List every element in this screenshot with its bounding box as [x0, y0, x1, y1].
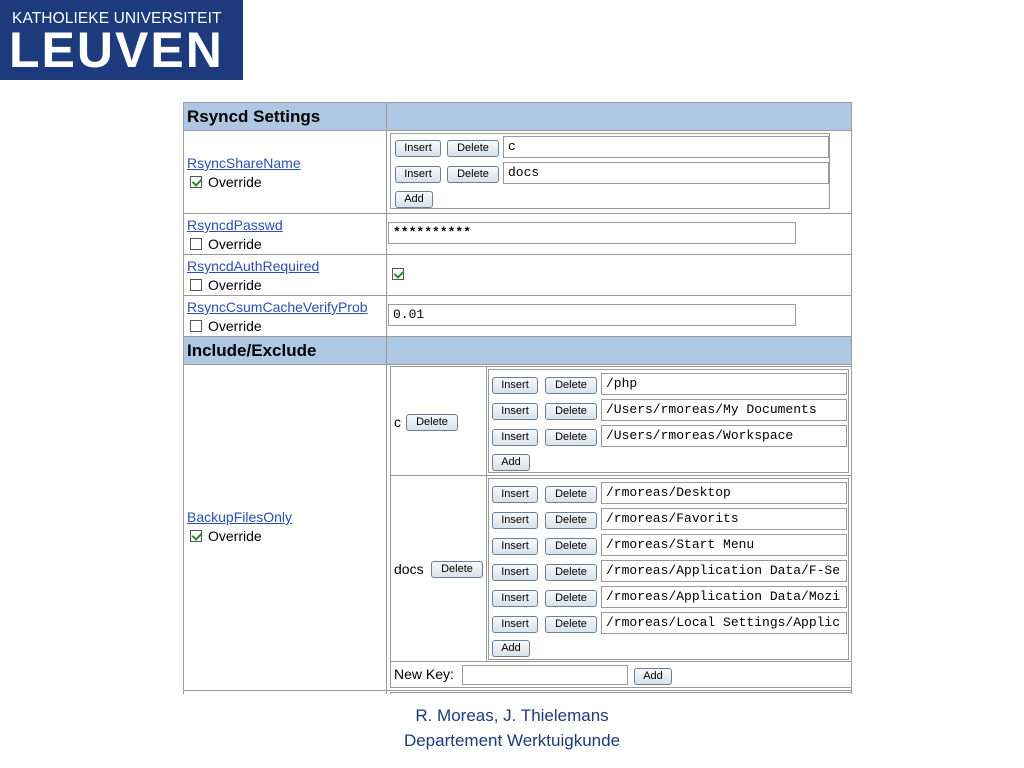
auth-required-checkbox[interactable]: [392, 268, 404, 280]
delete-button[interactable]: Delete: [545, 538, 597, 555]
delete-key-button[interactable]: Delete: [431, 561, 483, 578]
delete-button[interactable]: Delete: [545, 564, 597, 581]
delete-button[interactable]: Delete: [447, 166, 499, 183]
add-button[interactable]: Add: [395, 191, 433, 208]
insert-button[interactable]: Insert: [395, 140, 441, 157]
path-input[interactable]: /Users/rmoreas/My Documents: [601, 399, 847, 421]
insert-button[interactable]: Insert: [492, 538, 538, 555]
override-label: Override: [208, 318, 262, 334]
group-c-list: [488, 369, 849, 473]
row-rsync-share-name: [184, 130, 852, 213]
add-button[interactable]: Add: [492, 454, 530, 471]
delete-button[interactable]: Delete: [545, 403, 597, 420]
override-rsync-share-name[interactable]: [190, 174, 262, 190]
rsync-share-name-link[interactable]: RsyncShareName: [187, 155, 301, 171]
settings-screenshot: [183, 102, 852, 694]
delete-button[interactable]: Delete: [545, 486, 597, 503]
delete-button[interactable]: Delete: [545, 616, 597, 633]
insert-button[interactable]: Insert: [492, 486, 538, 503]
csum-verify-prob-input[interactable]: 0.01: [388, 304, 796, 326]
delete-key-button[interactable]: Delete: [406, 414, 458, 431]
share-name-input[interactable]: docs: [503, 162, 829, 184]
path-input[interactable]: /Users/rmoreas/Workspace: [601, 425, 847, 447]
logo-line-1: KATHOLIEKE UNIVERSITEIT: [12, 10, 222, 27]
insert-button[interactable]: Insert: [492, 429, 538, 446]
backup-files-table: [390, 366, 852, 688]
logo-line-2: LEUVEN: [9, 22, 224, 78]
insert-button[interactable]: Insert: [492, 616, 538, 633]
share-name-input[interactable]: c: [503, 136, 829, 158]
override-checkbox[interactable]: [190, 530, 202, 542]
insert-button[interactable]: Insert: [492, 590, 538, 607]
insert-button[interactable]: Insert: [492, 403, 538, 420]
password-input[interactable]: **********: [388, 222, 796, 244]
override-checkbox[interactable]: [190, 238, 202, 250]
group-key-label: docs: [394, 561, 424, 577]
delete-button[interactable]: Delete: [447, 140, 499, 157]
group-key-c: [394, 414, 401, 430]
new-key-label: New Key:: [394, 666, 454, 682]
override-label: Override: [208, 174, 262, 190]
override-rsync-csum-cache[interactable]: [190, 318, 262, 334]
path-input[interactable]: /rmoreas/Desktop: [601, 482, 847, 504]
footer-authors: R. Moreas, J. Thielemans: [415, 706, 609, 725]
row-rsyncd-passwd: [184, 213, 852, 254]
override-backup-files-only[interactable]: [190, 528, 262, 544]
group-key-label: c: [394, 414, 401, 430]
delete-button[interactable]: Delete: [545, 512, 597, 529]
override-checkbox[interactable]: [190, 176, 202, 188]
insert-button[interactable]: Insert: [395, 166, 441, 183]
override-label: Override: [208, 236, 262, 252]
group-docs-list: [488, 478, 849, 660]
row-rsyncd-auth-required: [184, 254, 852, 295]
footer-department: Departement Werktuigkunde: [403, 731, 621, 750]
add-button[interactable]: Add: [492, 640, 530, 657]
override-rsyncd-passwd[interactable]: [190, 236, 262, 252]
row-rsync-csum-cache: [184, 295, 852, 336]
group-key-docs: [394, 561, 424, 577]
override-label: Override: [208, 277, 262, 293]
path-input[interactable]: /rmoreas/Local Settings/Applic: [601, 612, 847, 634]
university-logo: [0, 0, 243, 80]
path-input[interactable]: /rmoreas/Application Data/Mozi: [601, 586, 847, 608]
override-rsyncd-auth-required[interactable]: [190, 277, 262, 293]
new-key-input[interactable]: [462, 665, 628, 685]
insert-button[interactable]: Insert: [492, 564, 538, 581]
share-name-list: [390, 133, 830, 209]
rsync-csum-cache-link[interactable]: RsyncCsumCacheVerifyProb: [187, 299, 368, 315]
section-title: Rsyncd Settings: [187, 107, 321, 126]
override-label: Override: [208, 528, 262, 544]
delete-button[interactable]: Delete: [545, 377, 597, 394]
insert-button[interactable]: Insert: [492, 512, 538, 529]
row-backup-files-only: [184, 364, 852, 690]
backup-files-only-link[interactable]: BackupFilesOnly: [187, 509, 293, 525]
add-key-button[interactable]: Add: [634, 668, 672, 685]
path-input[interactable]: /rmoreas/Favorits: [601, 508, 847, 530]
rsyncd-passwd-link[interactable]: RsyncdPasswd: [187, 217, 283, 233]
path-input[interactable]: /php: [601, 373, 847, 395]
row-next-cutoff: [184, 690, 852, 694]
path-input[interactable]: /rmoreas/Start Menu: [601, 534, 847, 556]
delete-button[interactable]: Delete: [545, 590, 597, 607]
path-input[interactable]: /rmoreas/Application Data/F-Se: [601, 560, 847, 582]
rsyncd-auth-required-link[interactable]: RsyncdAuthRequired: [187, 258, 320, 274]
section-header-rsyncd: [184, 102, 852, 130]
delete-button[interactable]: Delete: [545, 429, 597, 446]
section-header-include-exclude: [184, 336, 852, 364]
section-title: Include/Exclude: [187, 341, 317, 360]
insert-button[interactable]: Insert: [492, 377, 538, 394]
override-checkbox[interactable]: [190, 279, 202, 291]
override-checkbox[interactable]: [190, 320, 202, 332]
